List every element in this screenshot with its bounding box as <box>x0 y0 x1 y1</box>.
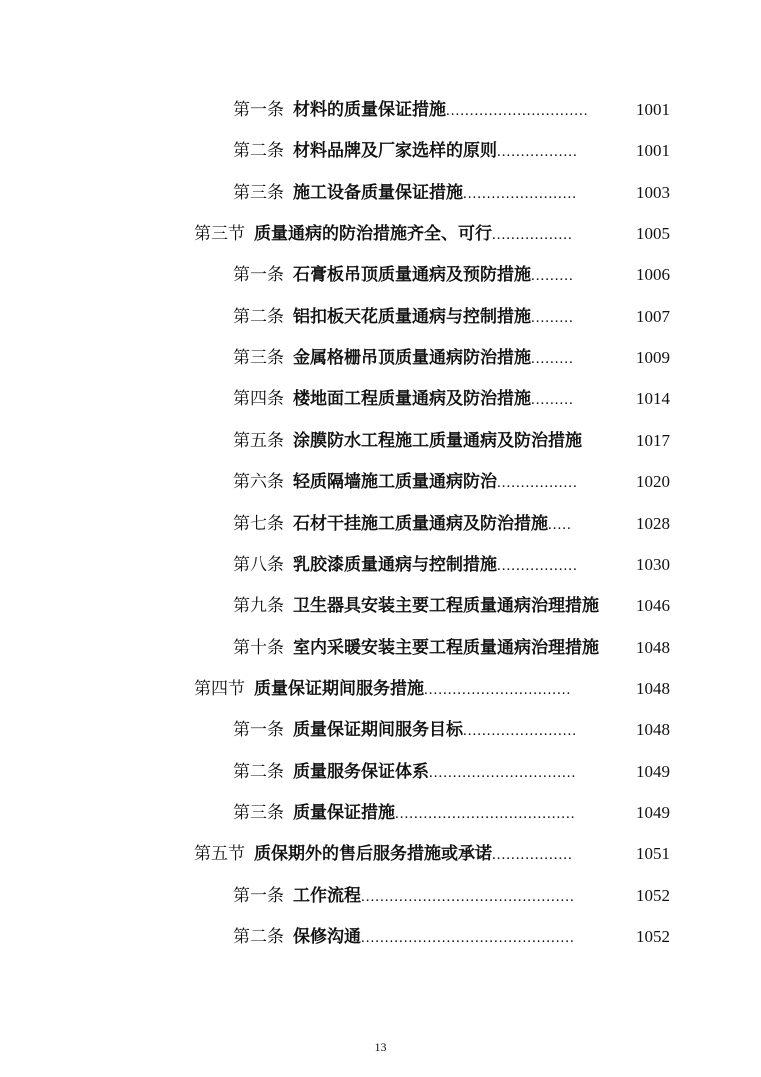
toc-entry-page: 1052 <box>636 927 670 946</box>
toc-entry-title: 楼地面工程质量通病及防治措施 <box>293 389 531 409</box>
toc-entry-label: 第一条 <box>233 100 284 120</box>
toc-item-entry[interactable] <box>233 137 670 165</box>
toc-entry-label: 第四条 <box>233 389 284 409</box>
toc-entry-page: 1007 <box>636 307 670 326</box>
toc-entry-label: 第二条 <box>233 927 284 947</box>
toc-entry-label: 第三节 <box>194 224 245 244</box>
toc-entry-label: 第四节 <box>194 679 245 699</box>
toc-entry-leader: ............................... <box>424 682 572 698</box>
toc-entry-leader: ......... <box>531 351 574 367</box>
toc-entry-page: 1006 <box>636 265 670 284</box>
toc-entry-page: 1009 <box>636 348 670 367</box>
toc-entry-label: 第六条 <box>233 472 284 492</box>
toc-entry-leader: .............................. <box>446 103 589 119</box>
toc-section-entry[interactable] <box>194 675 670 703</box>
toc-entry-label: 第八条 <box>233 555 284 575</box>
toc-entry-leader: ......... <box>531 268 574 284</box>
toc-section-entry[interactable] <box>194 840 670 868</box>
toc-entry-label: 第二条 <box>233 307 284 327</box>
toc-entry-title: 材料的质量保证措施 <box>293 100 446 120</box>
toc-entry-title: 石膏板吊顶质量通病及预防措施 <box>293 265 531 285</box>
toc-entry-page: 1030 <box>636 555 670 574</box>
toc-entry-label: 第十条 <box>233 638 284 658</box>
toc-entry-title: 保修沟通 <box>293 927 361 947</box>
toc-entry-title: 工作流程 <box>293 886 361 906</box>
toc-entry-label: 第二条 <box>233 762 284 782</box>
toc-entry-page: 1049 <box>636 803 670 822</box>
toc-item-entry[interactable] <box>233 551 670 579</box>
toc-entry-title: 室内采暖安装主要工程质量通病治理措施 <box>293 638 599 658</box>
toc-item-entry[interactable] <box>233 468 670 496</box>
toc-entry-leader: ........................ <box>463 186 577 202</box>
toc-entry-title: 铝扣板天花质量通病与控制措施 <box>293 307 531 327</box>
toc-entry-title: 质保期外的售后服务措施或承诺 <box>254 844 492 864</box>
toc-entry-label: 第三条 <box>233 183 284 203</box>
toc-entry-page: 1003 <box>636 183 670 202</box>
toc-entry-page: 1048 <box>636 679 670 698</box>
toc-entry-title: 材料品牌及厂家选样的原则 <box>293 141 497 161</box>
toc-entry-leader: ................. <box>492 227 573 243</box>
toc-entry-label: 第三条 <box>233 348 284 368</box>
toc-entry-page: 1017 <box>636 431 670 450</box>
toc-entry-leader: ................. <box>492 847 573 863</box>
toc-entry-title: 施工设备质量保证措施 <box>293 183 463 203</box>
toc-entry-label: 第一条 <box>233 720 284 740</box>
toc-item-entry[interactable] <box>233 385 670 413</box>
toc-section-entry[interactable] <box>194 220 670 248</box>
toc-entry-title: 质量保证措施 <box>293 803 395 823</box>
toc-entry-leader: ..... <box>548 517 572 533</box>
toc-item-entry[interactable] <box>233 510 670 538</box>
toc-entry-page: 1014 <box>636 389 670 408</box>
toc-entry-label: 第五条 <box>233 431 284 451</box>
toc-entry-leader: ...................................... <box>395 806 576 822</box>
toc-item-entry[interactable] <box>233 592 670 620</box>
toc-item-entry[interactable] <box>233 882 670 910</box>
toc-item-entry[interactable] <box>233 716 670 744</box>
toc-entry-title: 质量通病的防治措施齐全、可行 <box>254 224 492 244</box>
toc-entry-page: 1046 <box>636 596 670 615</box>
toc-entry-leader: ......... <box>531 310 574 326</box>
toc-item-entry[interactable] <box>233 758 670 786</box>
toc-item-entry[interactable] <box>233 923 670 951</box>
toc-entry-page: 1048 <box>636 638 670 657</box>
toc-entry-leader: ............................... <box>429 765 577 781</box>
toc-entry-label: 第一条 <box>233 265 284 285</box>
toc-entry-title: 质量保证期间服务目标 <box>293 720 463 740</box>
toc-item-entry[interactable] <box>233 179 670 207</box>
toc-item-entry[interactable] <box>233 634 670 662</box>
toc-entry-page: 1051 <box>636 844 670 863</box>
toc-item-entry[interactable] <box>233 303 670 331</box>
toc-entry-leader: ............................................. <box>361 889 575 905</box>
toc-entry-label: 第五节 <box>194 844 245 864</box>
toc-entry-leader: ........................ <box>463 723 577 739</box>
toc-entry-page: 1020 <box>636 472 670 491</box>
toc-entry-leader: ................. <box>497 558 578 574</box>
toc-entry-page: 1049 <box>636 762 670 781</box>
toc-entry-title: 金属格栅吊顶质量通病防治措施 <box>293 348 531 368</box>
toc-entry-title: 轻质隔墙施工质量通病防治 <box>293 472 497 492</box>
toc-entry-title: 质量保证期间服务措施 <box>254 679 424 699</box>
toc-entry-label: 第三条 <box>233 803 284 823</box>
toc-entry-page: 1028 <box>636 514 670 533</box>
toc-entry-title: 乳胶漆质量通病与控制措施 <box>293 555 497 575</box>
toc-entry-leader: ......... <box>531 392 574 408</box>
toc-item-entry[interactable] <box>233 261 670 289</box>
toc-entry-title: 质量服务保证体系 <box>293 762 429 782</box>
toc-entry-page: 1005 <box>636 224 670 243</box>
page-number: 13 <box>374 1040 387 1054</box>
toc-entry-label: 第九条 <box>233 596 284 616</box>
toc-item-entry[interactable] <box>233 344 670 372</box>
toc-item-entry[interactable] <box>233 96 670 124</box>
toc-entry-label: 第七条 <box>233 514 284 534</box>
toc-entry-page: 1048 <box>636 720 670 739</box>
toc-entry-title: 卫生器具安装主要工程质量通病治理措施 <box>293 596 599 616</box>
toc-item-entry[interactable] <box>233 427 670 455</box>
toc-entry-leader: ................. <box>497 475 578 491</box>
toc-item-entry[interactable] <box>233 799 670 827</box>
toc-entry-leader: ............................................. <box>361 930 575 946</box>
toc-entry-page: 1001 <box>636 100 670 119</box>
toc-entry-label: 第二条 <box>233 141 284 161</box>
toc-entry-page: 1001 <box>636 141 670 160</box>
toc-entry-label: 第一条 <box>233 886 284 906</box>
toc-entry-leader: ................. <box>497 144 578 160</box>
toc-entry-title: 涂膜防水工程施工质量通病及防治措施 <box>293 431 582 451</box>
toc-entry-title: 石材干挂施工质量通病及防治措施 <box>293 514 548 534</box>
toc-entry-page: 1052 <box>636 886 670 905</box>
